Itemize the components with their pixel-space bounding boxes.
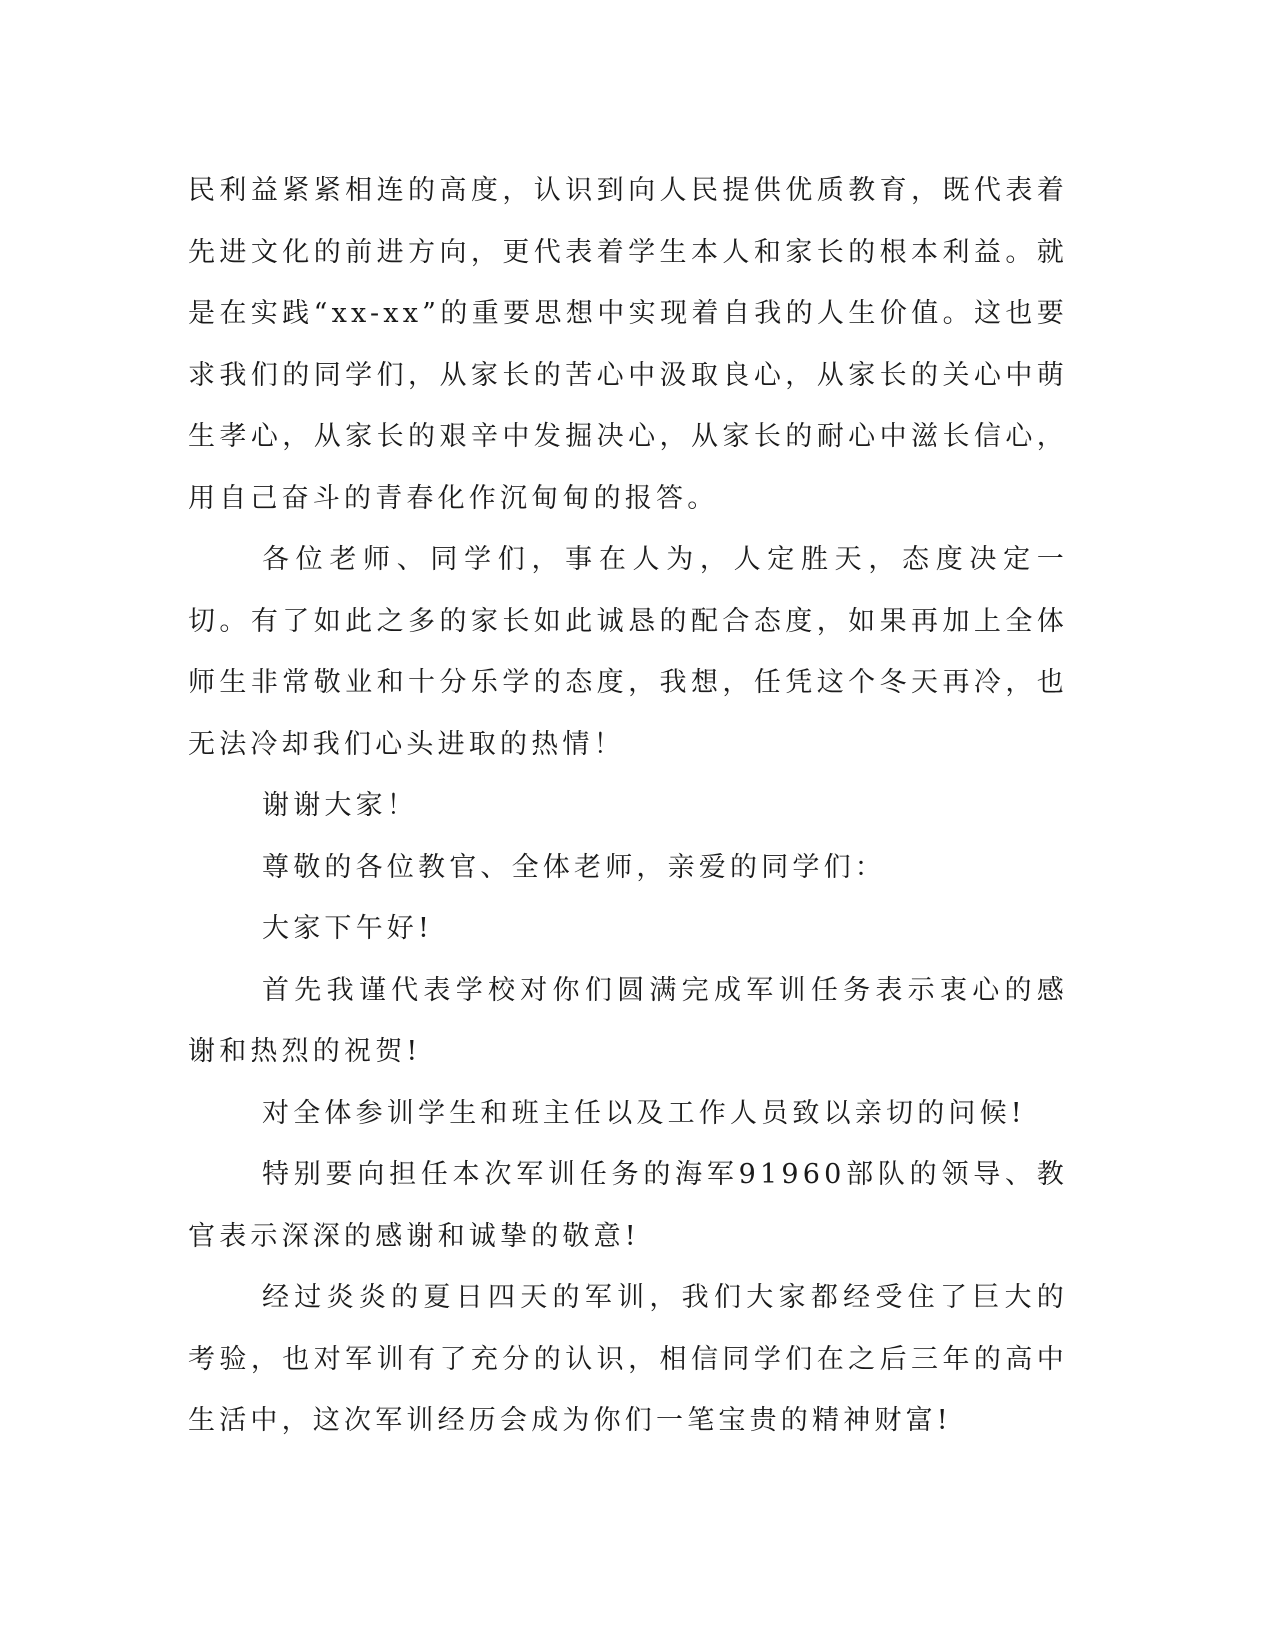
paragraph-1: 民利益紧紧相连的高度，认识到向人民提供优质教育，既代表着先进文化的前进方向，更代表着学生本人和家长的根本利益。就是在实践“xx-xx”的重要思想中实现着自我的人生价值。这也要求我们的同学们，从家长的苦心中汲取良心，从家长的关心中萌生孝心，从家长的艰辛中发掘决心，从家长的耐心中滋长信心，用自己奋斗的青春化作沉甸甸的报答。 — [188, 175, 1068, 514]
paragraph-7: 对全体参训学生和班主任以及工作人员致以亲切的问候! — [262, 1097, 1026, 1129]
paragraph-5: 大家下午好! — [262, 913, 434, 944]
paragraph-8: 特别要向担任本次军训任务的海军91960部队的领导、教官表示深深的感谢和诚挚的敬意! — [188, 1159, 1068, 1252]
paragraph-4: 尊敬的各位教官、全体老师，亲爱的同学们： — [262, 851, 886, 883]
paragraph-9: 经过炎炎的夏日四天的军训，我们大家都经受住了巨大的考验，也对军训有了充分的认识，相信同学们在之后三年的高中生活中，这次军训经历会成为你们一笔宝贵的精神财富! — [188, 1282, 1068, 1436]
paragraph-3: 谢谢大家！ — [262, 790, 418, 821]
paragraph-2: 各位老师、同学们，事在人为，人定胜天，态度决定一切。有了如此之多的家长如此诚恳的配合态度，如果再加上全体师生非常敬业和十分乐学的态度，我想，任凭这个冬天再冷，也无法冷却我们心头进取的热情！ — [188, 544, 1068, 760]
document-body — [188, 160, 1068, 1452]
paragraph-6: 首先我谨代表学校对你们圆满完成军训任务表示衷心的感谢和热烈的祝贺! — [188, 974, 1068, 1067]
